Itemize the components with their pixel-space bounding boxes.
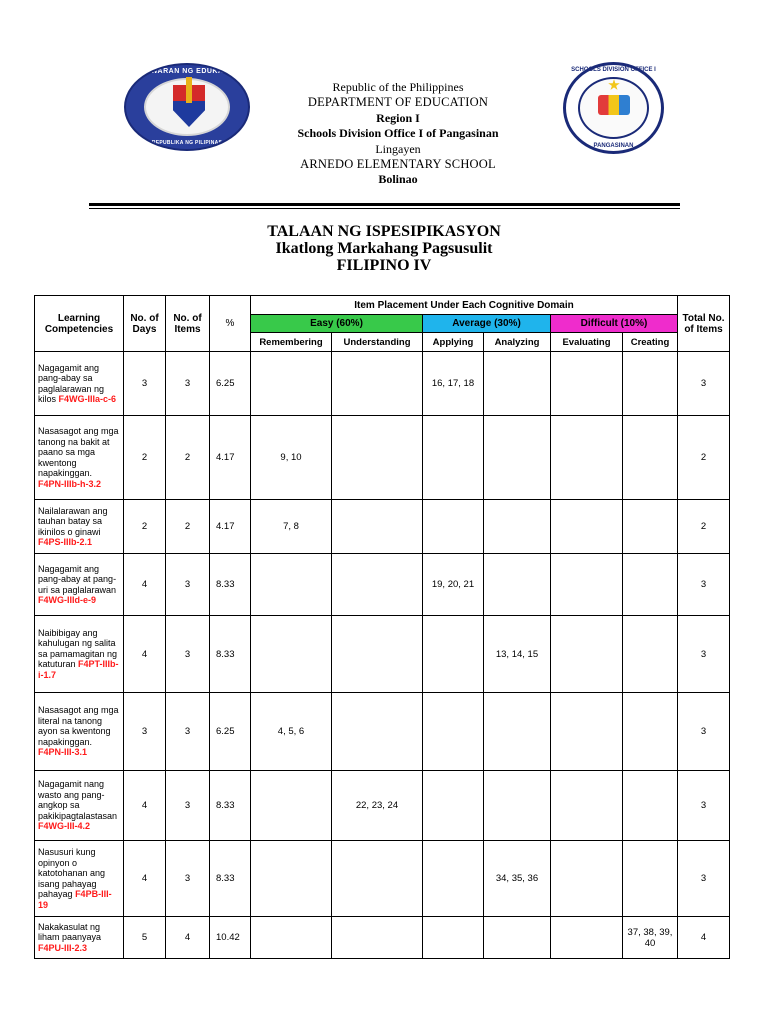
applying-cell [423,416,484,500]
evaluating-cell [551,771,623,841]
evaluating-cell [551,352,623,416]
creating-cell [623,554,678,616]
applying-cell [423,841,484,917]
days-cell: 3 [124,693,166,771]
competency-code: F4PS-IIIb-2.1 [38,537,93,547]
header-competencies: Learning Competencies [35,296,124,352]
items-cell: 3 [166,771,210,841]
remembering-cell: 9, 10 [251,416,332,500]
analyzing-cell [484,352,551,416]
header-items: No. of Items [166,296,210,352]
header-days: No. of Days [124,296,166,352]
letterhead-town: Bolinao [378,172,418,187]
analyzing-cell: 34, 35, 36 [484,841,551,917]
remembering-cell [251,841,332,917]
torch-icon [186,77,192,103]
understanding-cell [332,500,423,554]
total-cell: 2 [678,416,730,500]
applying-cell: 16, 17, 18 [423,352,484,416]
competency-cell [35,500,124,554]
deped-seal-text-top: KAGAWARAN NG EDUKASYON [128,68,246,75]
items-cell: 3 [166,352,210,416]
table-row [35,554,730,616]
table-row [35,917,730,959]
competency-code: F4PB-III-19 [38,889,112,910]
competency-code: F4WG-IIIa-c-6 [58,394,117,404]
items-cell: 3 [166,693,210,771]
evaluating-cell [551,917,623,959]
days-cell: 4 [124,554,166,616]
applying-cell [423,500,484,554]
header-placement: Item Placement Under Each Cognitive Domain [251,296,678,315]
evaluating-cell [551,616,623,693]
understanding-cell: 22, 23, 24 [332,771,423,841]
competency-cell [35,693,124,771]
table-row [35,841,730,917]
competency-cell [35,416,124,500]
understanding-cell [332,352,423,416]
letterhead-republic: Republic of the Philippines [332,80,464,94]
document-subtitle: Ikatlong Markahang Pagsusulit [275,240,493,257]
evaluating-cell [551,416,623,500]
competency-code: F4WG-IIId-e-9 [38,595,96,605]
letterhead [200,80,596,188]
understanding-cell [332,693,423,771]
table-row [35,416,730,500]
table-row [35,771,730,841]
analyzing-cell [484,554,551,616]
percent-cell: 10.42 [210,917,251,959]
evaluating-cell [551,554,623,616]
days-cell: 4 [124,616,166,693]
evaluating-cell [551,500,623,554]
competency-text: Nasusuri kung opinyon o katotohanan ang isang pahayag pahayag [38,847,106,899]
remembering-cell [251,917,332,959]
total-cell: 3 [678,352,730,416]
specification-table [34,295,730,959]
header-applying: Applying [423,333,484,352]
remembering-cell [251,616,332,693]
remembering-cell [251,771,332,841]
book-icon [598,95,630,115]
total-cell: 3 [678,693,730,771]
days-cell: 2 [124,416,166,500]
document-titles [150,223,618,274]
total-cell: 4 [678,917,730,959]
percent-cell: 4.17 [210,416,251,500]
remembering-cell [251,352,332,416]
analyzing-cell: 13, 14, 15 [484,616,551,693]
sdo-seal-text-bottom: PANGASINAN [593,143,634,149]
header-evaluating: Evaluating [551,333,623,352]
competency-cell [35,554,124,616]
percent-cell: 8.33 [210,841,251,917]
percent-cell: 6.25 [210,693,251,771]
percent-cell: 6.25 [210,352,251,416]
total-cell: 3 [678,841,730,917]
applying-cell [423,693,484,771]
evaluating-cell [551,693,623,771]
letterhead-region: Region I [376,110,420,125]
header-difficult: Difficult (10%) [551,315,678,333]
total-cell: 3 [678,771,730,841]
understanding-cell [332,416,423,500]
applying-cell: 19, 20, 21 [423,554,484,616]
creating-cell [623,616,678,693]
days-cell: 4 [124,841,166,917]
items-cell: 2 [166,500,210,554]
total-cell: 3 [678,616,730,693]
header-understanding: Understanding [332,333,423,352]
understanding-cell [332,554,423,616]
creating-cell [623,352,678,416]
creating-cell: 37, 38, 39, 40 [623,917,678,959]
competency-text: Naibibigay ang kahulugan ng salita sa pamamagitan ng katuturan [38,627,118,670]
letterhead-division: Schools Division Office I of Pangasinan [297,126,499,141]
days-cell: 5 [124,917,166,959]
competency-cell [35,352,124,416]
header-creating: Creating [623,333,678,352]
header-easy: Easy (60%) [251,315,423,333]
competency-code: F4PN-III-3.1 [38,747,88,758]
header-analyzing: Analyzing [484,333,551,352]
header-remembering: Remembering [251,333,332,352]
competency-text: Nagagamit ang pang-abay sa paglalarawan ng kilos [38,362,105,404]
letterhead-school: ARNEDO ELEMENTARY SCHOOL [300,157,496,172]
understanding-cell [332,917,423,959]
understanding-cell [332,616,423,693]
competency-text: Nakakasulat ng liham paanyaya [38,921,102,943]
header-percent: % [210,296,251,352]
analyzing-cell [484,771,551,841]
items-cell: 4 [166,917,210,959]
percent-cell: 8.33 [210,771,251,841]
creating-cell [623,416,678,500]
header-total: Total No. of Items [678,296,730,352]
competency-text: Nasasagot ang mga literal na tanong ayon sa kwentong napakinggan. [38,705,119,747]
divider-thin [89,208,680,209]
creating-cell [623,693,678,771]
table-row [35,693,730,771]
total-cell: 3 [678,554,730,616]
competency-text: Nasasagot ang mga tanong na bakit at paano sa mga kwentong napakinggan. [38,426,119,478]
percent-cell: 8.33 [210,554,251,616]
competency-code: F4PN-IIIb-h-3.2 [38,478,102,489]
creating-cell [623,500,678,554]
competency-text: Nailalarawan ang tauhan batay sa ikinilos o ginawi [38,505,108,537]
divider-thick [89,203,680,206]
percent-cell: 8.33 [210,616,251,693]
items-cell: 3 [166,616,210,693]
remembering-cell [251,554,332,616]
sdo-seal-text-top: SCHOOLS DIVISION OFFICE I [571,67,656,73]
remembering-cell: 7, 8 [251,500,332,554]
competency-text: Nagagamit nang wasto ang pang-angkop sa pakikipagtalastasan [38,779,118,821]
header-average: Average (30%) [423,315,551,333]
table-row [35,500,730,554]
applying-cell [423,917,484,959]
days-cell: 3 [124,352,166,416]
items-cell: 2 [166,416,210,500]
competency-cell [35,616,124,693]
document-subject: FILIPINO IV [336,257,432,274]
table-body [35,352,730,959]
items-cell: 3 [166,841,210,917]
competency-cell [35,771,124,841]
competency-cell [35,841,124,917]
letterhead-city: Lingayen [375,141,421,156]
letterhead-department: DEPARTMENT OF EDUCATION [307,95,489,110]
days-cell: 2 [124,500,166,554]
items-cell: 3 [166,554,210,616]
table-row [35,616,730,693]
applying-cell [423,771,484,841]
analyzing-cell [484,917,551,959]
competency-cell [35,917,124,959]
percent-cell: 4.17 [210,500,251,554]
competency-code: F4PT-IIIb-i-1.7 [38,659,119,680]
competency-text: Nagagamit ang pang-abay at pang-uri sa paglalarawan [38,563,117,595]
remembering-cell: 4, 5, 6 [251,693,332,771]
deped-seal-text-bottom: REPUBLIKA NG PILIPINAS [151,140,223,146]
understanding-cell [332,841,423,917]
creating-cell [623,771,678,841]
analyzing-cell [484,500,551,554]
document-title: TALAAN NG ISPESIPIKASYON [267,223,501,240]
creating-cell [623,841,678,917]
table-row [35,352,730,416]
days-cell: 4 [124,771,166,841]
total-cell: 2 [678,500,730,554]
competency-code: F4WG-III-4.2 [38,821,91,832]
applying-cell [423,616,484,693]
evaluating-cell [551,841,623,917]
competency-code: F4PU-III-2.3 [38,942,88,953]
analyzing-cell [484,693,551,771]
analyzing-cell [484,416,551,500]
